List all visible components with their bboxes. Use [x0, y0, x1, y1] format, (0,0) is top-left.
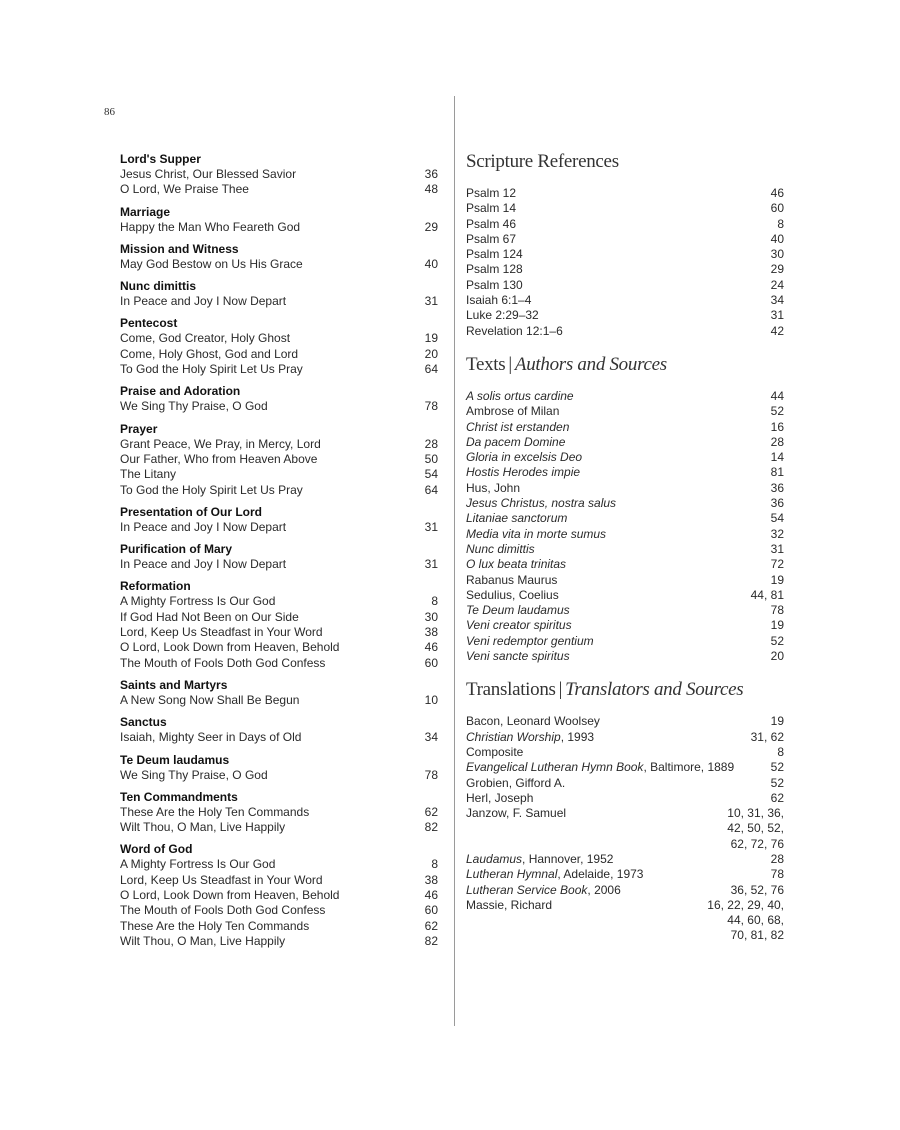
translation-row — [466, 806, 784, 852]
topical-index — [120, 152, 438, 956]
translator-name — [466, 806, 566, 852]
scripture-ref: Psalm 124 — [466, 247, 523, 262]
hymn-number: 70, 81, 82 — [730, 928, 784, 943]
text-source: Litaniae sanctorum — [466, 511, 568, 526]
translator-name-italic: Christian Worship — [466, 729, 561, 744]
translator-name — [466, 791, 533, 806]
translator-name — [466, 867, 643, 882]
scripture-list — [466, 186, 784, 339]
texts-list — [466, 389, 784, 664]
texts-title-sep: | — [508, 353, 512, 375]
text-source: Veni creator spiritus — [466, 618, 572, 633]
text-row — [466, 511, 784, 526]
hymn-number: 20 — [770, 649, 784, 664]
translations-title-main: Translations — [466, 679, 556, 701]
text-row — [466, 450, 784, 465]
translator-name-italic: Lutheran Service Book — [466, 882, 588, 897]
hymn-number: 31 — [770, 541, 784, 556]
hymn-number: 62 — [770, 790, 784, 805]
scripture-row — [466, 247, 784, 262]
hymn-number: 10, 31, 36, — [727, 806, 784, 821]
hymn-number: 44, 81 — [750, 587, 784, 602]
hymn-title: In Peace and Joy I Now Depart — [120, 557, 287, 572]
hymn-number: 28 — [770, 851, 784, 866]
hymn-numbers — [771, 776, 784, 791]
hymn-title: The Mouth of Fools Doth God Confess — [120, 655, 326, 670]
hymn-title: Jesus Christ, Our Blessed Savior — [120, 167, 297, 181]
topic-heading: Purification of Mary — [120, 542, 233, 557]
topic-heading: Presentation of Our Lord — [120, 504, 263, 519]
text-source: Hus, John — [466, 480, 521, 495]
text-row — [466, 481, 784, 496]
topic-heading: Praise and Adoration — [120, 384, 241, 399]
hymn-number: 60 — [770, 201, 784, 216]
hymn-title: O Lord, Look Down from Heaven, Behold — [120, 640, 340, 655]
hymn-title: In Peace and Joy I Now Depart — [120, 519, 287, 534]
hymn-number: 32 — [770, 526, 784, 541]
hymn-numbers — [727, 806, 784, 852]
column-divider — [454, 96, 455, 1026]
topic-heading: Lord's Supper — [120, 152, 201, 166]
hymn-title: Lord, Keep Us Steadfast in Your Word — [120, 872, 323, 887]
hymn-numbers — [771, 791, 784, 806]
hymn-number: 48 — [424, 182, 438, 197]
hymn-number: 52 — [770, 760, 784, 775]
hymn-number: 30 — [424, 609, 438, 624]
hymn-title: A New Song Now Shall Be Begun — [120, 692, 300, 707]
hymn-title: Wilt Thou, O Man, Live Happily — [120, 820, 286, 835]
text-source: Christ ist erstanden — [466, 419, 570, 434]
translation-row — [466, 867, 784, 882]
hymn-numbers — [771, 760, 784, 775]
topic-row — [120, 919, 438, 934]
hymn-number: 29 — [770, 262, 784, 277]
right-indexes — [466, 150, 784, 958]
hymn-number: 60 — [424, 655, 438, 670]
hymn-number: 36 — [424, 167, 438, 181]
hymn-number: 8 — [431, 594, 438, 609]
hymn-number: 16 — [770, 419, 784, 434]
translator-name-plain: Bacon, Leonard Woolsey — [466, 714, 600, 729]
topic-row — [120, 362, 438, 377]
text-source: O lux beata trinitas — [466, 557, 567, 572]
hymn-number: 28 — [424, 436, 438, 451]
scripture-section — [466, 150, 784, 339]
topic-row — [120, 452, 438, 467]
hymn-number: 52 — [770, 775, 784, 790]
topic-row — [120, 820, 438, 835]
text-row — [466, 542, 784, 557]
topic-section — [120, 579, 438, 670]
translator-name — [466, 760, 734, 775]
hymn-title: Grant Peace, We Pray, in Mercy, Lord — [120, 436, 321, 451]
hymn-number: 36, 52, 76 — [730, 882, 784, 897]
scripture-ref: Revelation 12:1–6 — [466, 323, 563, 338]
scripture-row — [466, 186, 784, 201]
topic-row — [120, 903, 438, 918]
hymn-numbers — [771, 714, 784, 729]
hymn-number: 20 — [424, 346, 438, 361]
translation-row — [466, 760, 784, 775]
scripture-row — [466, 293, 784, 308]
topic-row — [120, 625, 438, 640]
scripture-row — [466, 232, 784, 247]
translator-name-plain: Massie, Richard — [466, 897, 553, 912]
text-row — [466, 435, 784, 450]
hymn-title: A Mighty Fortress Is Our God — [120, 594, 276, 609]
translation-row — [466, 791, 784, 806]
translator-name-plain: , Hannover, 1952 — [522, 851, 614, 866]
hymn-number: 28 — [770, 434, 784, 449]
scripture-ref: Psalm 14 — [466, 201, 517, 216]
topic-row — [120, 220, 438, 235]
hymn-numbers — [777, 745, 784, 760]
topic-heading: Pentecost — [120, 316, 178, 331]
scripture-ref: Psalm 12 — [466, 186, 517, 200]
topic-row — [120, 257, 438, 272]
topic-row — [120, 331, 438, 346]
topic-section — [120, 715, 438, 745]
topic-row — [120, 594, 438, 609]
hymn-title: May God Bestow on Us His Grace — [120, 256, 303, 271]
topic-section — [120, 316, 438, 377]
hymn-number: 46 — [770, 186, 784, 200]
text-source: Te Deum laudamus — [466, 603, 570, 618]
hymn-number: 54 — [770, 511, 784, 526]
hymn-title: The Litany — [120, 467, 177, 482]
translations-section — [466, 678, 784, 943]
translator-name — [466, 714, 600, 729]
text-source: Nunc dimittis — [466, 541, 535, 556]
topic-row — [120, 730, 438, 745]
hymn-number: 16, 22, 29, 40, — [707, 897, 784, 912]
hymn-number: 81 — [770, 465, 784, 480]
topic-section — [120, 205, 438, 235]
translator-name — [466, 730, 594, 745]
hymn-number: 64 — [424, 362, 438, 377]
hymn-number: 31 — [424, 519, 438, 534]
translator-name-plain: , 1993 — [560, 729, 595, 744]
hymn-number: 78 — [770, 867, 784, 882]
translator-name — [466, 852, 613, 867]
translator-name-plain: Herl, Joseph — [466, 790, 534, 805]
text-source: Sedulius, Coelius — [466, 587, 559, 602]
translator-name — [466, 898, 552, 944]
scripture-row — [466, 262, 784, 277]
hymn-title: Lord, Keep Us Steadfast in Your Word — [120, 625, 323, 640]
topic-row — [120, 656, 438, 671]
hymn-title: O Lord, Look Down from Heaven, Behold — [120, 888, 340, 903]
text-row — [466, 634, 784, 649]
translator-name-plain: , Adelaide, 1973 — [557, 867, 644, 882]
topic-section — [120, 842, 438, 949]
text-source: Ambrose of Milan — [466, 404, 560, 419]
page-number: 86 — [104, 106, 115, 118]
hymn-title: To God the Holy Spirit Let Us Pray — [120, 482, 303, 497]
translator-name-plain: , 2006 — [587, 882, 621, 897]
hymn-number: 34 — [770, 293, 784, 308]
topic-row — [120, 182, 438, 197]
hymn-numbers — [731, 883, 784, 898]
topic-section — [120, 422, 438, 498]
texts-title-main: Texts — [466, 353, 506, 375]
topic-section — [120, 384, 438, 414]
translator-name — [466, 776, 565, 791]
translations-title-sep: | — [558, 679, 563, 701]
hymn-title: To God the Holy Spirit Let Us Pray — [120, 362, 303, 377]
text-row — [466, 573, 784, 588]
hymn-number: 19 — [770, 572, 784, 587]
hymn-number: 10 — [424, 692, 438, 707]
text-source: A solis ortus cardine — [466, 388, 574, 403]
hymn-number: 8 — [777, 216, 784, 231]
hymn-title: Our Father, Who from Heaven Above — [120, 451, 318, 466]
hymn-numbers — [707, 898, 784, 944]
hymn-title: Come, Holy Ghost, God and Lord — [120, 346, 299, 361]
text-row — [466, 527, 784, 542]
hymn-number: 42, 50, 52, — [727, 821, 784, 836]
scripture-row — [466, 324, 784, 339]
hymn-number: 64 — [424, 482, 438, 497]
texts-section — [466, 353, 784, 664]
texts-title-sub: Authors and Sources — [514, 353, 667, 375]
text-row — [466, 649, 784, 664]
hymn-number: 50 — [424, 451, 438, 466]
hymn-number: 40 — [770, 231, 784, 246]
text-row — [466, 618, 784, 633]
hymn-number: 29 — [424, 219, 438, 234]
hymn-number: 24 — [770, 277, 784, 292]
topic-heading: Word of God — [120, 842, 193, 857]
topic-row — [120, 467, 438, 482]
translations-title-sub: Translators and Sources — [565, 679, 744, 701]
topic-heading: Saints and Martyrs — [120, 677, 228, 692]
text-row — [466, 603, 784, 618]
text-source: Media vita in morte sumus — [466, 526, 607, 541]
topic-row — [120, 768, 438, 783]
hymn-number: 8 — [431, 857, 438, 872]
hymn-title: These Are the Holy Ten Commands — [120, 804, 310, 819]
hymn-number: 60 — [424, 903, 438, 918]
text-row — [466, 588, 784, 603]
topic-row — [120, 294, 438, 309]
topic-section — [120, 152, 438, 198]
hymn-numbers — [751, 730, 784, 745]
translator-name — [466, 883, 621, 898]
scripture-row — [466, 278, 784, 293]
hymn-title: Happy the Man Who Feareth God — [120, 219, 301, 234]
topic-heading: Te Deum laudamus — [120, 752, 230, 767]
text-source: Gloria in excelsis Deo — [466, 450, 583, 465]
scripture-row — [466, 217, 784, 232]
topic-row — [120, 857, 438, 872]
text-source: Veni redemptor gentium — [466, 633, 594, 648]
hymn-number: 52 — [770, 633, 784, 648]
topic-section — [120, 542, 438, 572]
translator-name-plain: Janzow, F. Samuel — [466, 806, 567, 821]
hymn-number: 30 — [770, 247, 784, 262]
translations-list — [466, 714, 784, 943]
hymn-number: 34 — [424, 730, 438, 745]
text-source: Jesus Christus, nostra salus — [466, 496, 617, 511]
text-source: Rabanus Maurus — [466, 572, 558, 587]
scripture-title: Scripture References — [466, 151, 619, 172]
hymn-title: Come, God Creator, Holy Ghost — [120, 331, 291, 346]
hymn-title: If God Had Not Been on Our Side — [120, 609, 299, 624]
texts-title — [466, 353, 784, 377]
topic-heading: Reformation — [120, 579, 191, 594]
topic-row — [120, 520, 438, 535]
hymn-number: 78 — [424, 399, 438, 414]
hymn-number: 72 — [770, 557, 784, 572]
hymn-number: 8 — [777, 744, 784, 759]
hymn-number: 62, 72, 76 — [730, 836, 784, 851]
hymn-numbers — [771, 852, 784, 867]
scripture-ref: Isaiah 6:1–4 — [466, 293, 532, 308]
topic-row — [120, 557, 438, 572]
topic-row — [120, 610, 438, 625]
hymn-number: 31 — [770, 308, 784, 323]
hymn-number: 82 — [424, 933, 438, 948]
topic-row — [120, 399, 438, 414]
topic-row — [120, 347, 438, 362]
hymn-number: 38 — [424, 625, 438, 640]
hymn-number: 31 — [424, 557, 438, 572]
translation-row — [466, 745, 784, 760]
hymn-number: 46 — [424, 888, 438, 903]
topic-row — [120, 805, 438, 820]
hymn-number: 44, 60, 68, — [727, 913, 784, 928]
translator-name-italic: Laudamus — [466, 851, 523, 866]
hymn-number: 19 — [770, 618, 784, 633]
topic-row — [120, 167, 438, 182]
translation-row — [466, 852, 784, 867]
text-row — [466, 389, 784, 404]
scripture-ref: Luke 2:29–32 — [466, 308, 539, 323]
scripture-ref: Psalm 128 — [466, 262, 523, 277]
hymn-number: 31 — [424, 294, 438, 309]
hymn-title: The Mouth of Fools Doth God Confess — [120, 903, 326, 918]
hymn-title: Isaiah, Mighty Seer in Days of Old — [120, 730, 302, 745]
hymn-number: 54 — [424, 467, 438, 482]
hymn-title: Wilt Thou, O Man, Live Happily — [120, 933, 286, 948]
topic-row — [120, 483, 438, 498]
text-row — [466, 465, 784, 480]
hymn-number: 52 — [770, 404, 784, 419]
topic-row — [120, 888, 438, 903]
translator-name-italic: Lutheran Hymnal — [466, 867, 558, 882]
translation-row — [466, 714, 784, 729]
hymn-number: 46 — [424, 640, 438, 655]
topic-section — [120, 678, 438, 708]
translation-row — [466, 883, 784, 898]
hymn-number: 31, 62 — [750, 729, 784, 744]
hymn-title: In Peace and Joy I Now Depart — [120, 294, 287, 309]
topic-section — [120, 753, 438, 783]
topic-row — [120, 934, 438, 949]
hymn-number: 36 — [770, 480, 784, 495]
scripture-row — [466, 308, 784, 323]
hymn-number: 14 — [770, 450, 784, 465]
translation-row — [466, 898, 784, 944]
topic-row — [120, 873, 438, 888]
topic-row — [120, 693, 438, 708]
text-source: Da pacem Domine — [466, 434, 566, 449]
text-source: Hostis Herodes impie — [466, 465, 581, 480]
hymn-number: 62 — [424, 918, 438, 933]
translations-title — [466, 678, 784, 702]
topic-heading: Prayer — [120, 421, 158, 436]
translator-name-plain: , Baltimore, 1889 — [643, 760, 735, 775]
hymn-number: 19 — [424, 331, 438, 346]
hymn-title: We Sing Thy Praise, O God — [120, 399, 268, 414]
scripture-ref: Psalm 130 — [466, 277, 523, 292]
topic-section — [120, 242, 438, 272]
text-source: Veni sancte spiritus — [466, 649, 570, 664]
scripture-ref: Psalm 67 — [466, 231, 517, 246]
translator-name-italic: Evangelical Lutheran Hymn Book — [466, 760, 644, 775]
scripture-row — [466, 201, 784, 216]
hymn-title: O Lord, We Praise Thee — [120, 182, 249, 197]
topic-section — [120, 505, 438, 535]
topic-section — [120, 279, 438, 309]
hymn-title: These Are the Holy Ten Commands — [120, 918, 310, 933]
translator-name-plain: Composite — [466, 744, 524, 759]
topic-row — [120, 437, 438, 452]
text-row — [466, 404, 784, 419]
hymn-title: A Mighty Fortress Is Our God — [120, 857, 276, 872]
hymn-number: 82 — [424, 820, 438, 835]
topic-heading: Marriage — [120, 204, 171, 219]
hymn-number: 62 — [424, 804, 438, 819]
text-row — [466, 557, 784, 572]
hymn-number: 42 — [770, 323, 784, 338]
topic-heading: Nunc dimittis — [120, 279, 197, 294]
topic-section — [120, 790, 438, 836]
hymn-title: We Sing Thy Praise, O God — [120, 767, 268, 782]
hymn-number: 19 — [770, 714, 784, 729]
topic-heading: Ten Commandments — [120, 789, 238, 804]
text-row — [466, 420, 784, 435]
text-row — [466, 496, 784, 511]
translation-row — [466, 776, 784, 791]
scripture-ref: Psalm 46 — [466, 216, 517, 231]
hymn-number: 40 — [424, 256, 438, 271]
translation-row — [466, 730, 784, 745]
hymn-number: 38 — [424, 872, 438, 887]
hymn-number: 44 — [770, 388, 784, 403]
topic-heading: Sanctus — [120, 715, 167, 730]
hymn-number: 78 — [424, 767, 438, 782]
translator-name-plain: Grobien, Gifford A. — [466, 775, 566, 790]
hymn-number: 78 — [770, 603, 784, 618]
hymn-number: 36 — [770, 496, 784, 511]
topic-row — [120, 640, 438, 655]
topic-heading: Mission and Witness — [120, 241, 239, 256]
translator-name — [466, 745, 523, 760]
hymn-numbers — [771, 867, 784, 882]
